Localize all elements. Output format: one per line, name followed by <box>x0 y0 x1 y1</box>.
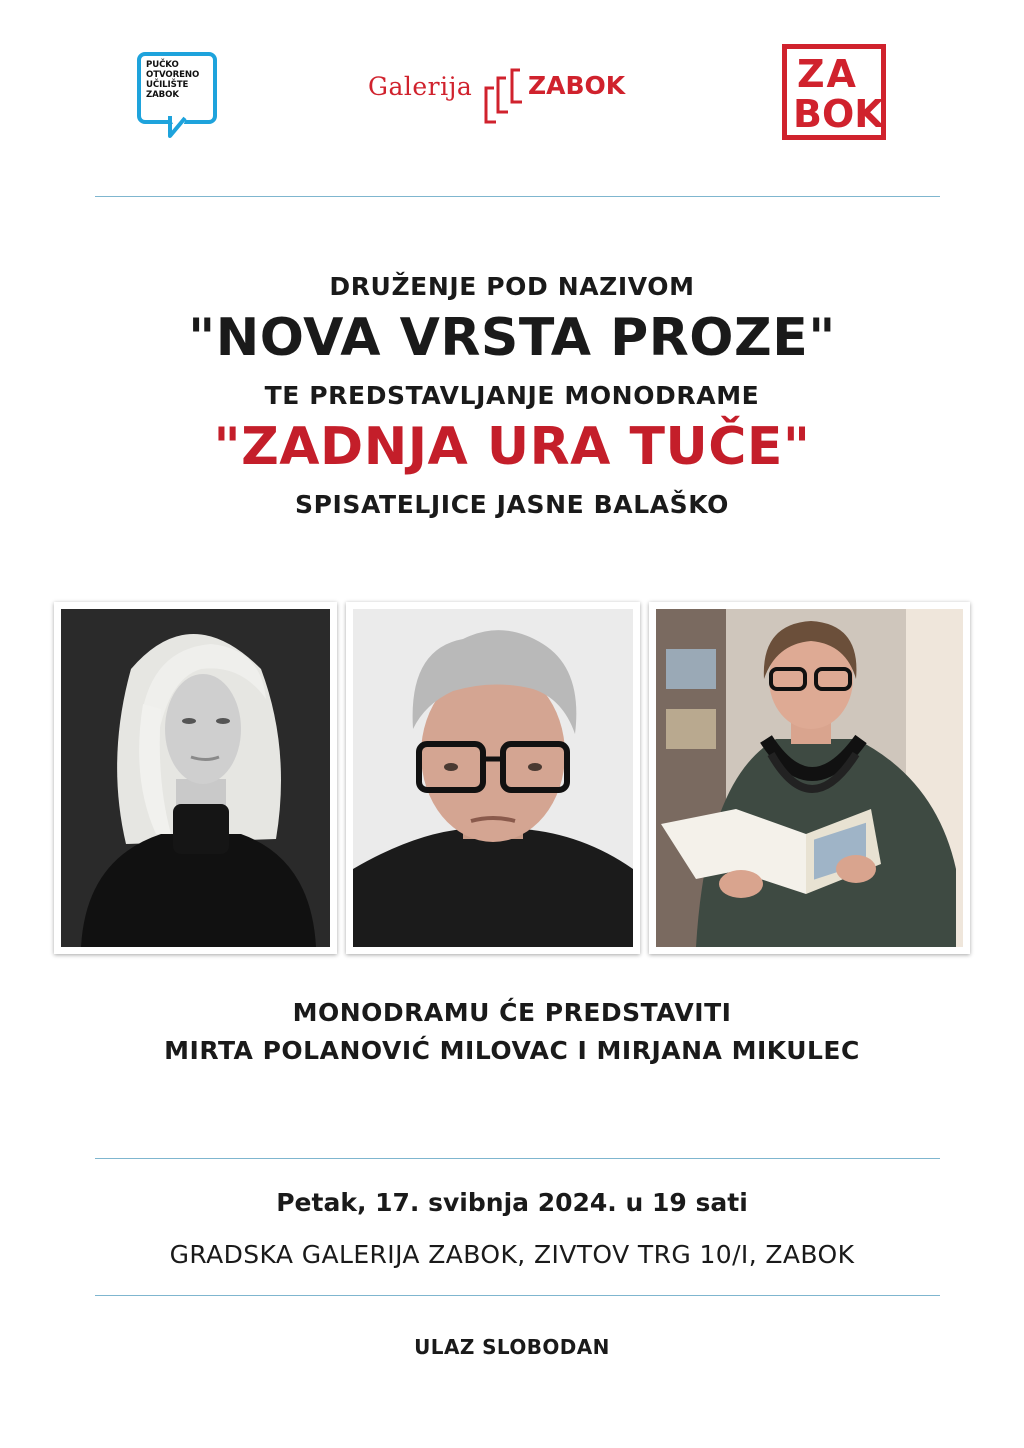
heading-line-2: TE PREDSTAVLJANJE MONODRAME <box>264 381 760 410</box>
heading-line-1: DRUŽENJE POD NAZIVOM <box>329 272 695 301</box>
pucko-otvoreno-uciliste-logo <box>137 52 219 140</box>
event-venue: GRADSKA GALERIJA ZABOK, ZIVTOV TRG 10/I, ZABOK <box>169 1240 855 1269</box>
speech-bubble-tail-icon <box>167 116 191 140</box>
galerija-zabok-name: ZABOK <box>528 71 626 100</box>
divider-bottom <box>95 1295 940 1296</box>
grad-zabok-logo <box>782 44 886 140</box>
portrait-woman-bw-image <box>61 609 330 947</box>
heading-line-3: SPISATELJICE JASNE BALAŠKO <box>295 490 729 519</box>
woman-reading-book-image <box>656 609 963 947</box>
entry-free: ULAZ SLOBODAN <box>414 1335 610 1359</box>
presenters-line-1: MONODRAMU ĆE PREDSTAVITI <box>292 998 732 1027</box>
event-date: Petak, 17. svibnja 2024. u 19 sati <box>276 1188 748 1217</box>
zabok-logo-line2: BOK <box>793 92 884 136</box>
photo-portrait-2 <box>346 602 640 954</box>
presenters-line-2: MIRTA POLANOVIĆ MILOVAC I MIRJANA MIKULEC <box>164 1036 860 1065</box>
portrait-woman-glasses-image <box>353 609 633 947</box>
galerija-word: Galerija <box>368 72 473 101</box>
photo-reading <box>649 602 970 954</box>
title-zadnja-ura-tuce: "ZADNJA URA TUČE" <box>213 417 811 477</box>
title-nova-vrsta-proze: "NOVA VRSTA PROZE" <box>188 308 836 368</box>
pou-logo-text: PUČKO OTVORENO UČILIŠTE ZABOK <box>146 60 200 100</box>
divider-top <box>95 196 940 197</box>
galerija-zabok-logo <box>368 66 643 126</box>
zabok-logo-line1: ZA <box>797 52 858 96</box>
divider-middle <box>95 1158 940 1159</box>
photo-portrait-1 <box>54 602 337 954</box>
bracket-icon <box>480 66 530 126</box>
